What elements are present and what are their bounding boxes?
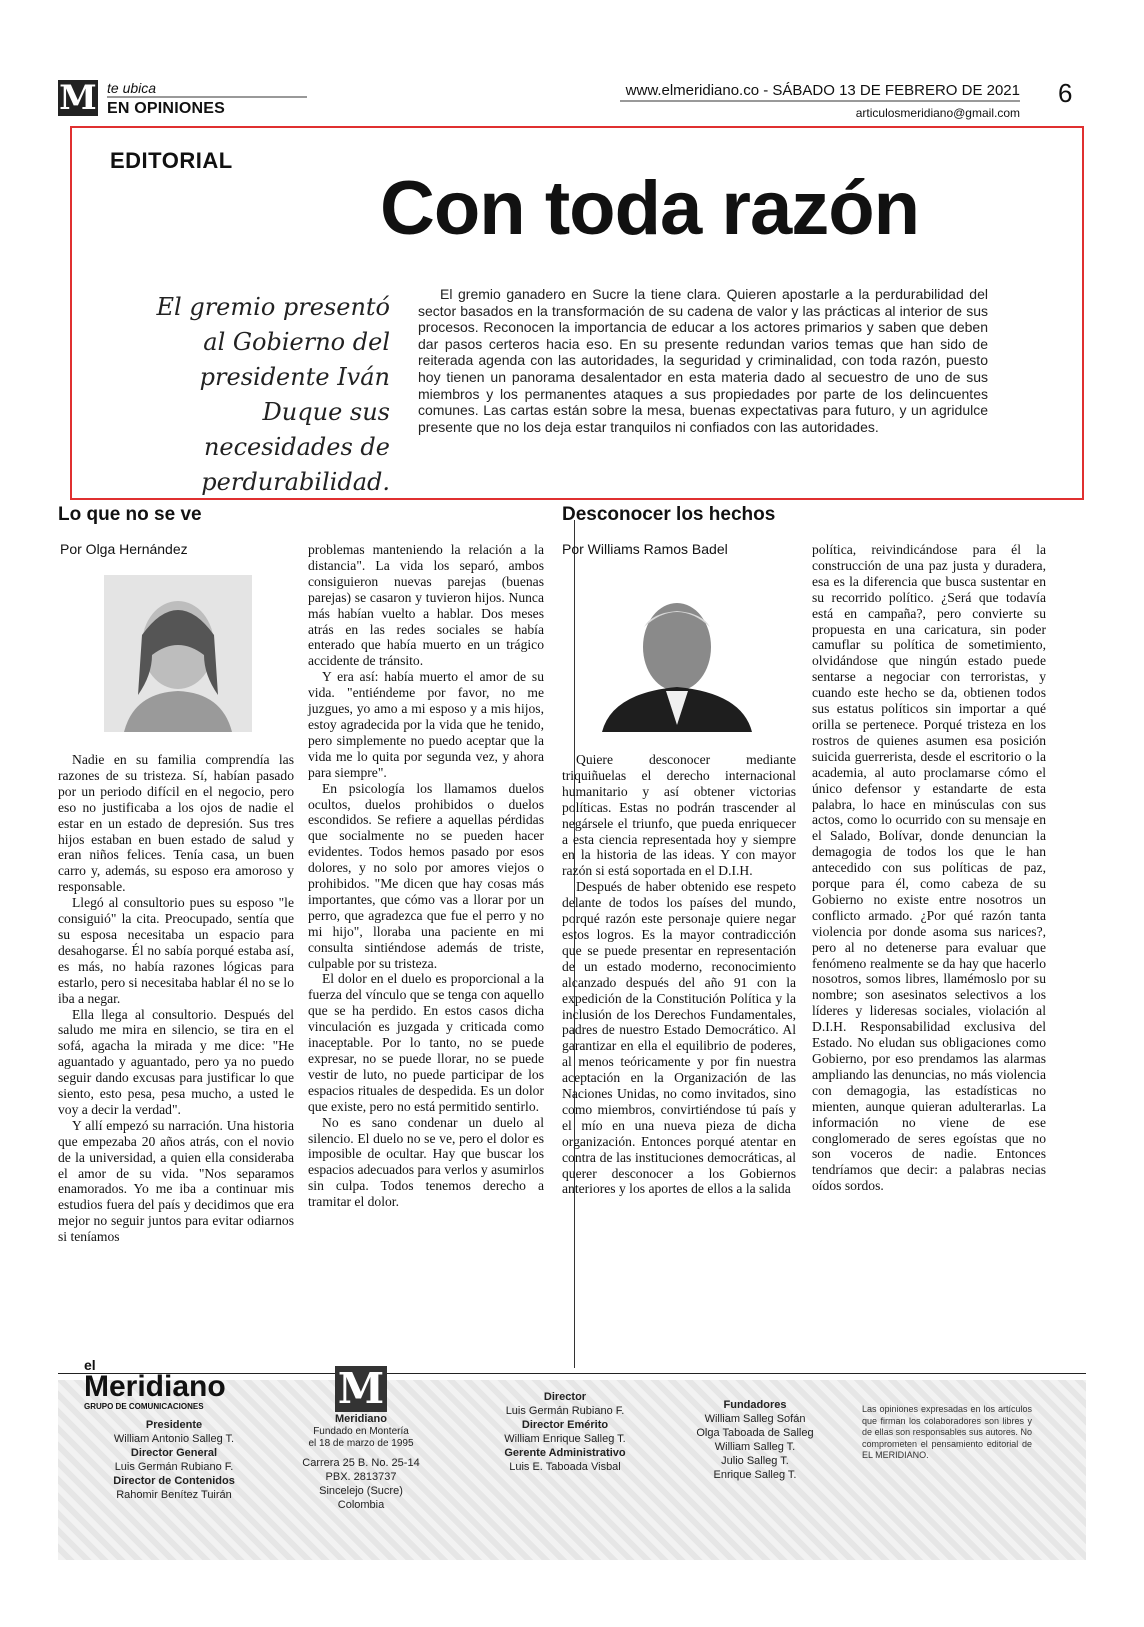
paragraph: En psicología los llamamos duelos ocultos, duelos prohibidos o duelos escondidos. Se refiere a aquellas pérdidas que socialmente no se pueden hacer evidentes. Todos hemos pasado por esos dolores, y no solo por amores viejos o prohibidos. "Me dicen que hay cosas más importantes, que cómo vas a llorar por un perro, que agradezca que fue el perro y no mi hijo", lloraba una paciente en mi consulta sintiéndose además de triste, culpable por su tristeza. <box>308 780 544 971</box>
person-name: William Antonio Salleg T. <box>113 1433 235 1445</box>
paragraph: Nadie en su familia comprendía las razones de su tristeza. Sí, habían pasado por un periodo difícil en el negocio, pero eso no justificaba a los ojos de nadie el estar en un estado de depresión. Sus tres hijos estaban en buen estado de salud y eran niños felices. Tenía casa, un buen carro y, además, su esposo era amoroso y responsable. <box>58 752 294 895</box>
city: Sincelejo (Sucre) Colombia <box>319 1485 403 1511</box>
role: Director <box>543 1391 587 1403</box>
page-number: 6 <box>1058 78 1073 108</box>
editorial-body: El gremio ganadero en Sucre la tiene clara. Quieren apostarle a la perdurabilidad del sector basados en la transformación de su cadena de valor y las prácticas al interior de sus procesos. Reconocen la importancia de educar a los actores primarios y saben que deben dar pasos certeros hacia eso. En su presente redundan varios temas que han sido de reiterada agenda con las autoridades, la seguridad y criminalidad, con toda razón, puesto hoy tienen un panorama desalentador en esta materia dado al secuestro de uno de sus miembros y los permanentes ataques a sus propiedades por parte de los delincuentes comunes. Las cartas están sobre la mesa, buenas expectativas para futuro, y un agridulce presente que no los deja estar tranquilos ni confiados con las autoridades. <box>418 286 988 435</box>
person-name: Julio Salleg T. <box>721 1455 789 1467</box>
column2-text-a <box>562 752 796 1197</box>
address: Carrera 25 B. No. 25-14 <box>302 1457 420 1469</box>
paragraph: Y era así: había muerto el amor de su vida. "entiéndeme por favor, no me juzgues, yo amo a mi esposo y a mis hijos, estoy agradecida por la vida que he tenido, pero simplemente no puedo aceptar que la vida me lo quita por segunda vez, y ahora para siempre". <box>308 669 544 780</box>
header-rule <box>620 100 1020 102</box>
paragraph: problemas manteniendo la relación a la distancia". La vida los separó, ambos consiguieron nuevas parejas (buenas parejas) se casaron y tuvieron hijos. Nunca más habían vuelto a hablar. Dos meses atrás en las redes sociales se había enterado que había muerto en un trágico accidente de tránsito. <box>308 542 544 669</box>
column2-title: Desconocer los hechos <box>562 504 776 525</box>
paragraph: política, reivindicándose para él la construcción de una paz justa y duradera, esa es la diferencia que busca sustentar en su recorrido político. ¿Será que todavía está en campaña?, pero convierte su propuesta en una caricatura, sin poder camuflar su política de sometimiento, olvidándose que ningún estado puede sentarse a negociar con terroristas, y cuando este hecho se da, obtienen todos sus estatus políticos sin importar a qué orilla se pertenece. Porqué tristeza en los rostros de quienes asumen esa posición suicida guerrerista, desde el escritorio o la academia, al auto proclamarse cómo el único defensor y estandarte de esta palabra, lo hace en minúsculas con sus actos, como lo ocurrido con su mensaje en el Salado, Bolívar, donde denuncian la demagogia de todos los que le han antecedido con sus políticas de paz, porque para él, como cabeza de su Gobierno no existe entre nosotros un conflicto armado. ¿Por qué razón tanta violencia por donde asoma sus narices?, pero al no detenerse para evaluar que fenómeno realmente se da hay que hacerlo nosotros, somos libres, llamémoslo por su nombre; son asesinatos selectivos a los líderes y lideresas sociales, violación al D.I.H. Responsabilidad exclusiva del Estado. No eludan sus obligaciones como Gobierno, por eso prendamos las alarmas ampliando las denuncias, no más violencia con demagogia, las estadísticas no mienten, aunque quieran adulterarlas. La información no viene de ese conglomerado de seres egoístas que no son voceros de nadie. Entonces tendríamos que decir: a palabras necias oídos sordos. <box>812 542 1046 1194</box>
person-name: Luis Germán Rubiano F. <box>505 1405 625 1417</box>
person-name: Rahomir Benítez Tuirán <box>116 1489 232 1501</box>
author-photo <box>104 575 252 732</box>
editorial-title: Con toda razón <box>380 166 920 251</box>
section-name: EN OPINIONES <box>107 100 225 117</box>
meridiano-logo-icon: M <box>335 1366 387 1412</box>
paragraph: Ella llega al consultorio. Después del saludo me mira en silencio, se tira en el sofá, agacha la mirada y me dice: "He aguantado y aguantado, pero ya no puedo seguir dando excusas para justificar lo que siento, esto pesa, pesa mucho, a usted le voy a decir la verdad". <box>58 1006 294 1117</box>
brand-name: Meridiano <box>84 1370 226 1403</box>
author-portrait-icon <box>104 575 252 732</box>
person-name: William Salleg T. <box>714 1441 796 1453</box>
person-name: Enrique Salleg T. <box>713 1469 797 1481</box>
column2-text-b <box>812 542 1046 1194</box>
paragraph: El dolor en el duelo es proporcional a la fuerza del vínculo que se tenga con aquello que se ha perdido. En estos casos dicha vinculación es juzgada y criticada como inaceptable. Por lo tanto, no se puede expresar, no se puede llorar, no se puede vestir de luto, no puede participar de los espacios rituales de despedida. Es un dolor que existe, pero no está permitido sentirlo. <box>308 971 544 1114</box>
paragraph: No es sano condenar un duelo al silencio. El duelo no se ve, pero el dolor es imposible de ocultar. Hay que buscar los espacios adecuados para verlos y asumirlos sin culpa. Todos tenemos derecho a tramitar el dolor. <box>308 1114 544 1210</box>
brand-el: el <box>84 1357 96 1373</box>
founded: Fundado en Montería <box>313 1426 409 1437</box>
footer-block-founders <box>680 1398 830 1482</box>
phone: PBX. 2813737 <box>325 1471 397 1483</box>
person-name: William Enrique Salleg T. <box>504 1433 626 1445</box>
column1-text-b <box>308 542 544 1210</box>
column1-byline: Por Olga Hernández <box>60 541 188 557</box>
role: Presidente <box>145 1419 203 1431</box>
founded-date: el 18 de marzo de 1995 <box>308 1438 414 1449</box>
paragraph: Quiere desconocer mediante triquiñuelas el derecho internacional humanitario y así obtener victorias políticas. Estas no podrán trascender al negársele el triunfo, que pueda enriquecer a esta ciencia representada hoy y siempre en la historia de las ideas. Y con mayor razón si está soportada en el D.I.H. <box>562 752 796 879</box>
author-photo <box>602 575 752 732</box>
person-name: Olga Taboada de Salleg <box>696 1427 814 1439</box>
role: Director de Contenidos <box>113 1475 235 1487</box>
logo-caption: Meridiano <box>335 1413 387 1425</box>
role: Gerente Administrativo <box>504 1447 626 1459</box>
section-logo: M <box>59 78 97 118</box>
paragraph: Y allí empezó su narración. Una historia que empezaba 20 años atrás, con el novio de la universidad, a quien ella consideraba el amor de su vida. "Nos separamos enamorados. Yo me iba a continuar mis estudios fuera del país y decidimos que era mejor no seguir juntos para evitar odiarnos si teníamos <box>58 1117 294 1245</box>
footer-block-directors <box>74 1418 274 1502</box>
brand-sub: GRUPO DE COMUNICACIONES <box>84 1402 204 1411</box>
role: Director Emérito <box>521 1419 609 1431</box>
role: Director General <box>130 1447 218 1459</box>
editorial-deck: El gremio presentó al Gobierno del presidente Iván Duque sus necesidades de perdurabilidad. <box>156 293 390 496</box>
contact-email[interactable]: articulosmeridiano@gmail.com <box>855 106 1020 120</box>
paragraph: Llegó al consultorio pues su esposo "le consiguió" la cita. Preocupado, sentía que su esposa necesitaba un espacio para desahogarse. Él no sabía porqué estaba así, es más, no había razones lógicas para estarlo, pero si necesitaba hablar él no se lo iba a negar. <box>58 895 294 1006</box>
author-portrait-icon <box>602 575 752 732</box>
section-rule <box>107 96 307 98</box>
person-name: Luis E. Taboada Visbal <box>509 1461 621 1473</box>
column2-byline: Por Williams Ramos Badel <box>562 541 728 557</box>
column1-text-a <box>58 752 294 1245</box>
footer-block-management <box>490 1390 640 1474</box>
footer-block-founded <box>296 1366 426 1512</box>
site-date-line[interactable]: www.elmeridiano.co - SÁBADO 13 DE FEBRERO DE 2021 <box>625 82 1020 99</box>
paragraph: Después de haber obtenido ese respeto delante de todos los países del mundo, porqué razón este personaje quiere negar estos logros. Es la mayor contradicción que se puede presentar en representación de un estado moderno, reconocimiento alcanzado después del año 91 con la expedición de la Constitución Política y la inclusión de los Derechos Fundamentales, padres de nuestro Estado Democrático. Al garantizar en ella el equilibrio de poderes, al menos teóricamente y por fin nuestra aceptación en la Organización de las Naciones Unidas, no como invitados, sino como miembros, convirtiéndose tú país y el mío en una nueva pieza de dicha organización. Entonces porqué atentar en contra de las instituciones democráticas, al querer desconocer a los Gobiernos anteriores y los aportes de ellos a la salida <box>562 879 796 1197</box>
footer-disclaimer: Las opiniones expresadas en los artículos que firman los colaboradores son libres y de ellas son responsables sus autores. No comprometen el pensamiento editorial de EL MERIDIANO. <box>862 1404 1032 1460</box>
editorial-label: EDITORIAL <box>110 148 233 173</box>
footer-brand <box>84 1358 226 1411</box>
person-name: William Salleg Sofán <box>704 1413 806 1425</box>
section-kicker: te ubica <box>107 80 157 96</box>
role: Fundadores <box>723 1399 787 1411</box>
column1-title: Lo que no se ve <box>58 504 202 525</box>
person-name: Luis Germán Rubiano F. <box>114 1461 234 1473</box>
